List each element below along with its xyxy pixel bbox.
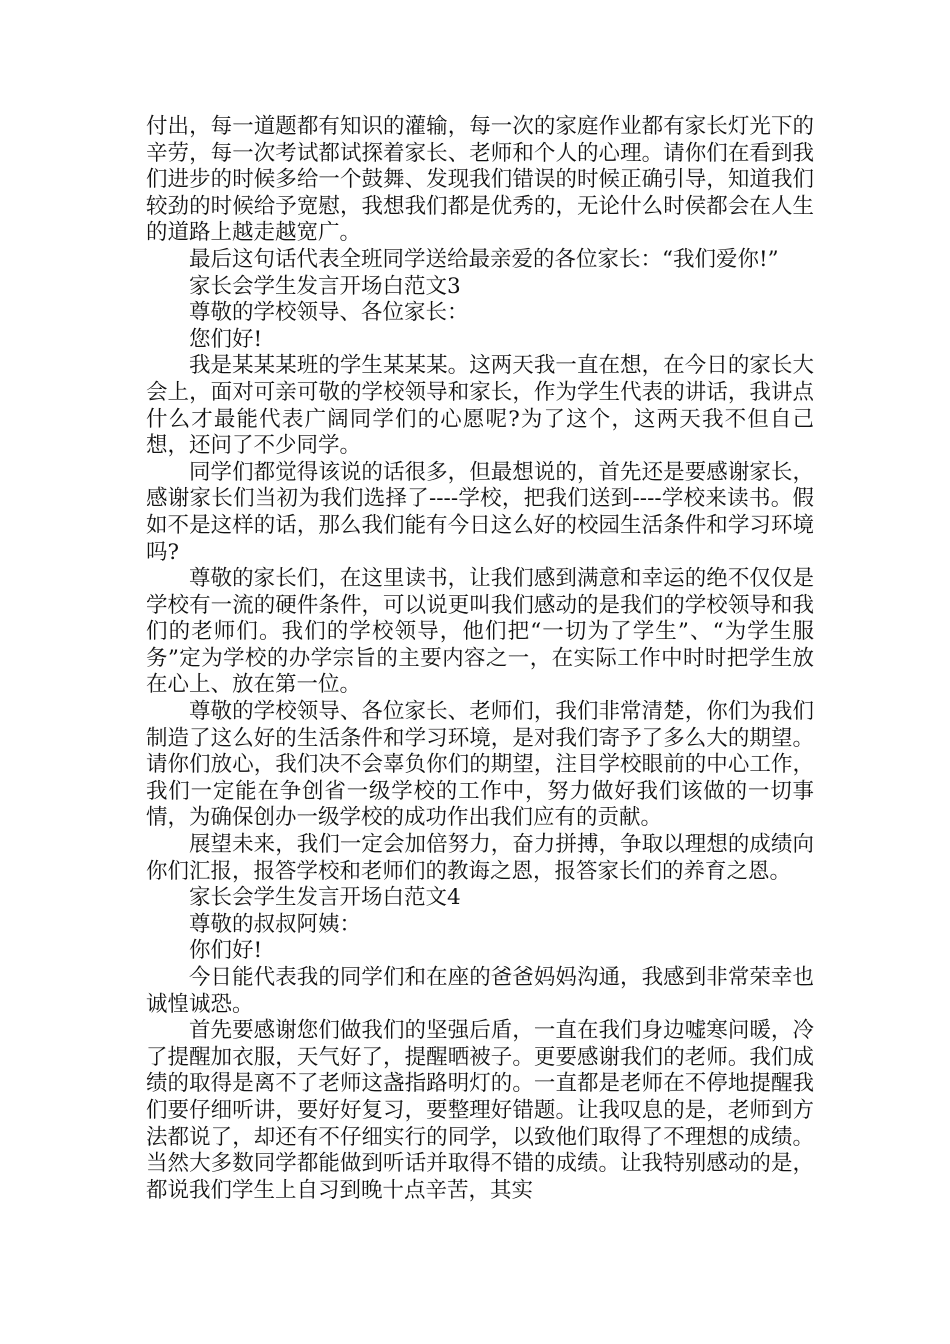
section-heading-3: 家长会学生发言开场白范文3 <box>189 273 461 299</box>
section-heading-4: 家长会学生发言开场白范文4 <box>189 885 461 911</box>
paragraph: 同学们都觉得该说的话很多，但最想说的，首先还是要感谢家长，感谢家长们当初为我们选择了----学校，把我们送到----学校来读书。假如不是这样的话，那么我们能有今日这么好的校园生活条件和学习环境吗? <box>146 459 814 565</box>
paragraph-continuation: 付出，每一道题都有知识的灌输，每一次的家庭作业都有家长灯光下的辛劳，每一次考试都试探着家长、老师和个人的心理。请你们在看到我们进步的时候多给一个鼓舞、发现我们错误的时候正确引导，知道我们较劲的时候给予宽慰，我想我们都是优秀的，无论什么时侯都会在人生的道路上越走越宽广。 <box>146 114 814 246</box>
greeting: 你们好! <box>189 938 263 964</box>
document-page <box>146 114 814 1204</box>
paragraph: 尊敬的家长们，在这里读书，让我们感到满意和幸运的绝不仅仅是学校有一流的硬件条件，可以说更叫我们感动的是我们的学校领导和我们的老师们。我们的学校领导，他们把“一切为了学生”、“为学生服务”定为学校的办学宗旨的主要内容之一，在实际工作中时时把学生放在心上、放在第一位。 <box>146 566 814 698</box>
paragraph: 我是某某某班的学生某某某。这两天我一直在想，在今日的家长大会上，面对可亲可敬的学校领导和家长，作为学生代表的讲话，我讲点什么才最能代表广阔同学们的心愿呢?为了这个，这两天我不但自己想，还问了不少同学。 <box>146 353 814 459</box>
salutation: 尊敬的叔叔阿姨： <box>189 911 362 937</box>
paragraph: 首先要感谢您们做我们的坚强后盾，一直在我们身边嘘寒问暖，冷了提醒加衣服，天气好了，提醒晒被子。更要感谢我们的老师。我们成绩的取得是离不了老师这盏指路明灯的。一直都是老师在不停地提醒我们要仔细听讲，要好好复习，要整理好错题。让我叹息的是，老师到方法都说了，却还有不仔细实行的同学，以致他们取得了不理想的成绩。当然大多数同学都能做到听话并取得不错的成绩。让我特别感动的是，都说我们学生上自习到晚十点辛苦，其实 <box>146 1018 814 1203</box>
paragraph: 今日能代表我的同学们和在座的爸爸妈妈沟通，我感到非常荣幸也诚惶诚恐。 <box>146 965 814 1017</box>
paragraph: 尊敬的学校领导、各位家长、老师们，我们非常清楚，你们为我们制造了这么好的生活条件和学习环境，是对我们寄予了多么大的期望。请你们放心，我们决不会辜负你们的期望，注目学校眼前的中心工作，我们一定能在争创省一级学校的工作中，努力做好我们该做的一切事情，为确保创办一级学校的成功作出我们应有的贡献。 <box>146 699 814 831</box>
paragraph: 展望未来，我们一定会加倍努力，奋力拼搏，争取以理想的成绩向你们汇报，报答学校和老师们的教诲之恩，报答家长们的养育之恩。 <box>146 832 814 884</box>
paragraph-closing-quote: 最后这句话代表全班同学送给最亲爱的各位家长：“我们爱你!” <box>189 246 779 272</box>
salutation: 尊敬的学校领导、各位家长： <box>189 300 469 326</box>
greeting: 您们好! <box>189 326 263 352</box>
